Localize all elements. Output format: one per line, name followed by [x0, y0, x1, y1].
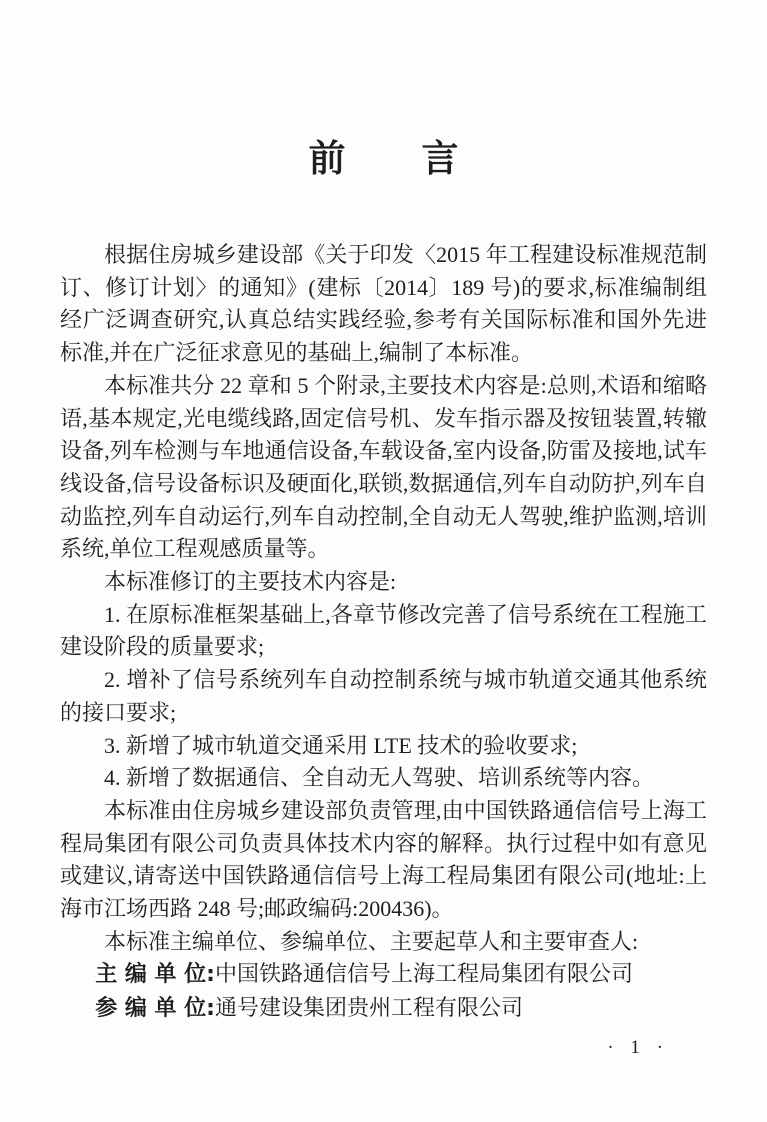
paragraph: 根据住房城乡建设部《关于印发〈2015 年工程建设标准规范制订、修订计划〉的通知》(建标〔2014〕189 号)的要求,标准编制组经广泛调查研究,认真总结实践经验,参考有关国际标准和国外先进标准,并在广泛征求意见的基础上,编制了本标准。	[60, 242, 707, 366]
paragraph: 4. 新增了数据通信、全自动无人驾驶、培训系统等内容。	[104, 765, 655, 791]
unit-label: 参 编 单 位:	[95, 996, 215, 1022]
unit-label: 主 编 单 位:	[95, 962, 215, 988]
unit-value: 中国铁路通信信号上海工程局集团有限公司	[214, 961, 633, 987]
editing-unit-line	[60, 958, 707, 992]
page-title	[0, 0, 767, 180]
page-number: · 1 ·	[607, 1037, 669, 1058]
unit-value: 通号建设集团贵州工程有限公司	[214, 995, 523, 1021]
preface-body	[60, 239, 707, 1026]
paragraph: 1. 在原标准框架基础上,各章节修改完善了信号系统在工程施工建设阶段的质量要求;	[60, 601, 707, 660]
paragraph: 本标准主编单位、参编单位、主要起草人和主要审查人:	[104, 928, 639, 954]
title-char-first: 前	[308, 137, 346, 180]
paragraph: 本标准修订的主要技术内容是:	[104, 569, 397, 595]
editing-unit-line	[60, 992, 707, 1026]
paragraph: 本标准由住房城乡建设部负责管理,由中国铁路通信信号上海工程局集团有限公司负责具体技术内容的解释。执行过程中如有意见或建议,请寄送中国铁路通信信号上海工程局集团有限公司(地址:上海市江场西路 248 号;邮政编码:200436)。	[60, 797, 707, 922]
paragraph: 本标准共分 22 章和 5 个附录,主要技术内容是:总则,术语和缩略语,基本规定,光电缆线路,固定信号机、发车指示器及按钮装置,转辙设备,列车检测与车地通信设备,车载设备,室内设备,防雷及接地,试车线设备,信号设备标识及硬面化,联锁,数据通信,列车自动防护,列车自动监控,列车自动运行,列车自动控制,全自动无人驾驶,维护监测,培训系统,单位工程观感质量等。	[60, 372, 707, 562]
title-char-second: 言	[421, 137, 459, 180]
paragraph: 2. 增补了信号系统列车自动控制系统与城市轨道交通其他系统的接口要求;	[60, 667, 707, 725]
paragraph: 3. 新增了城市轨道交通采用 LTE 技术的验收要求;	[104, 732, 578, 758]
